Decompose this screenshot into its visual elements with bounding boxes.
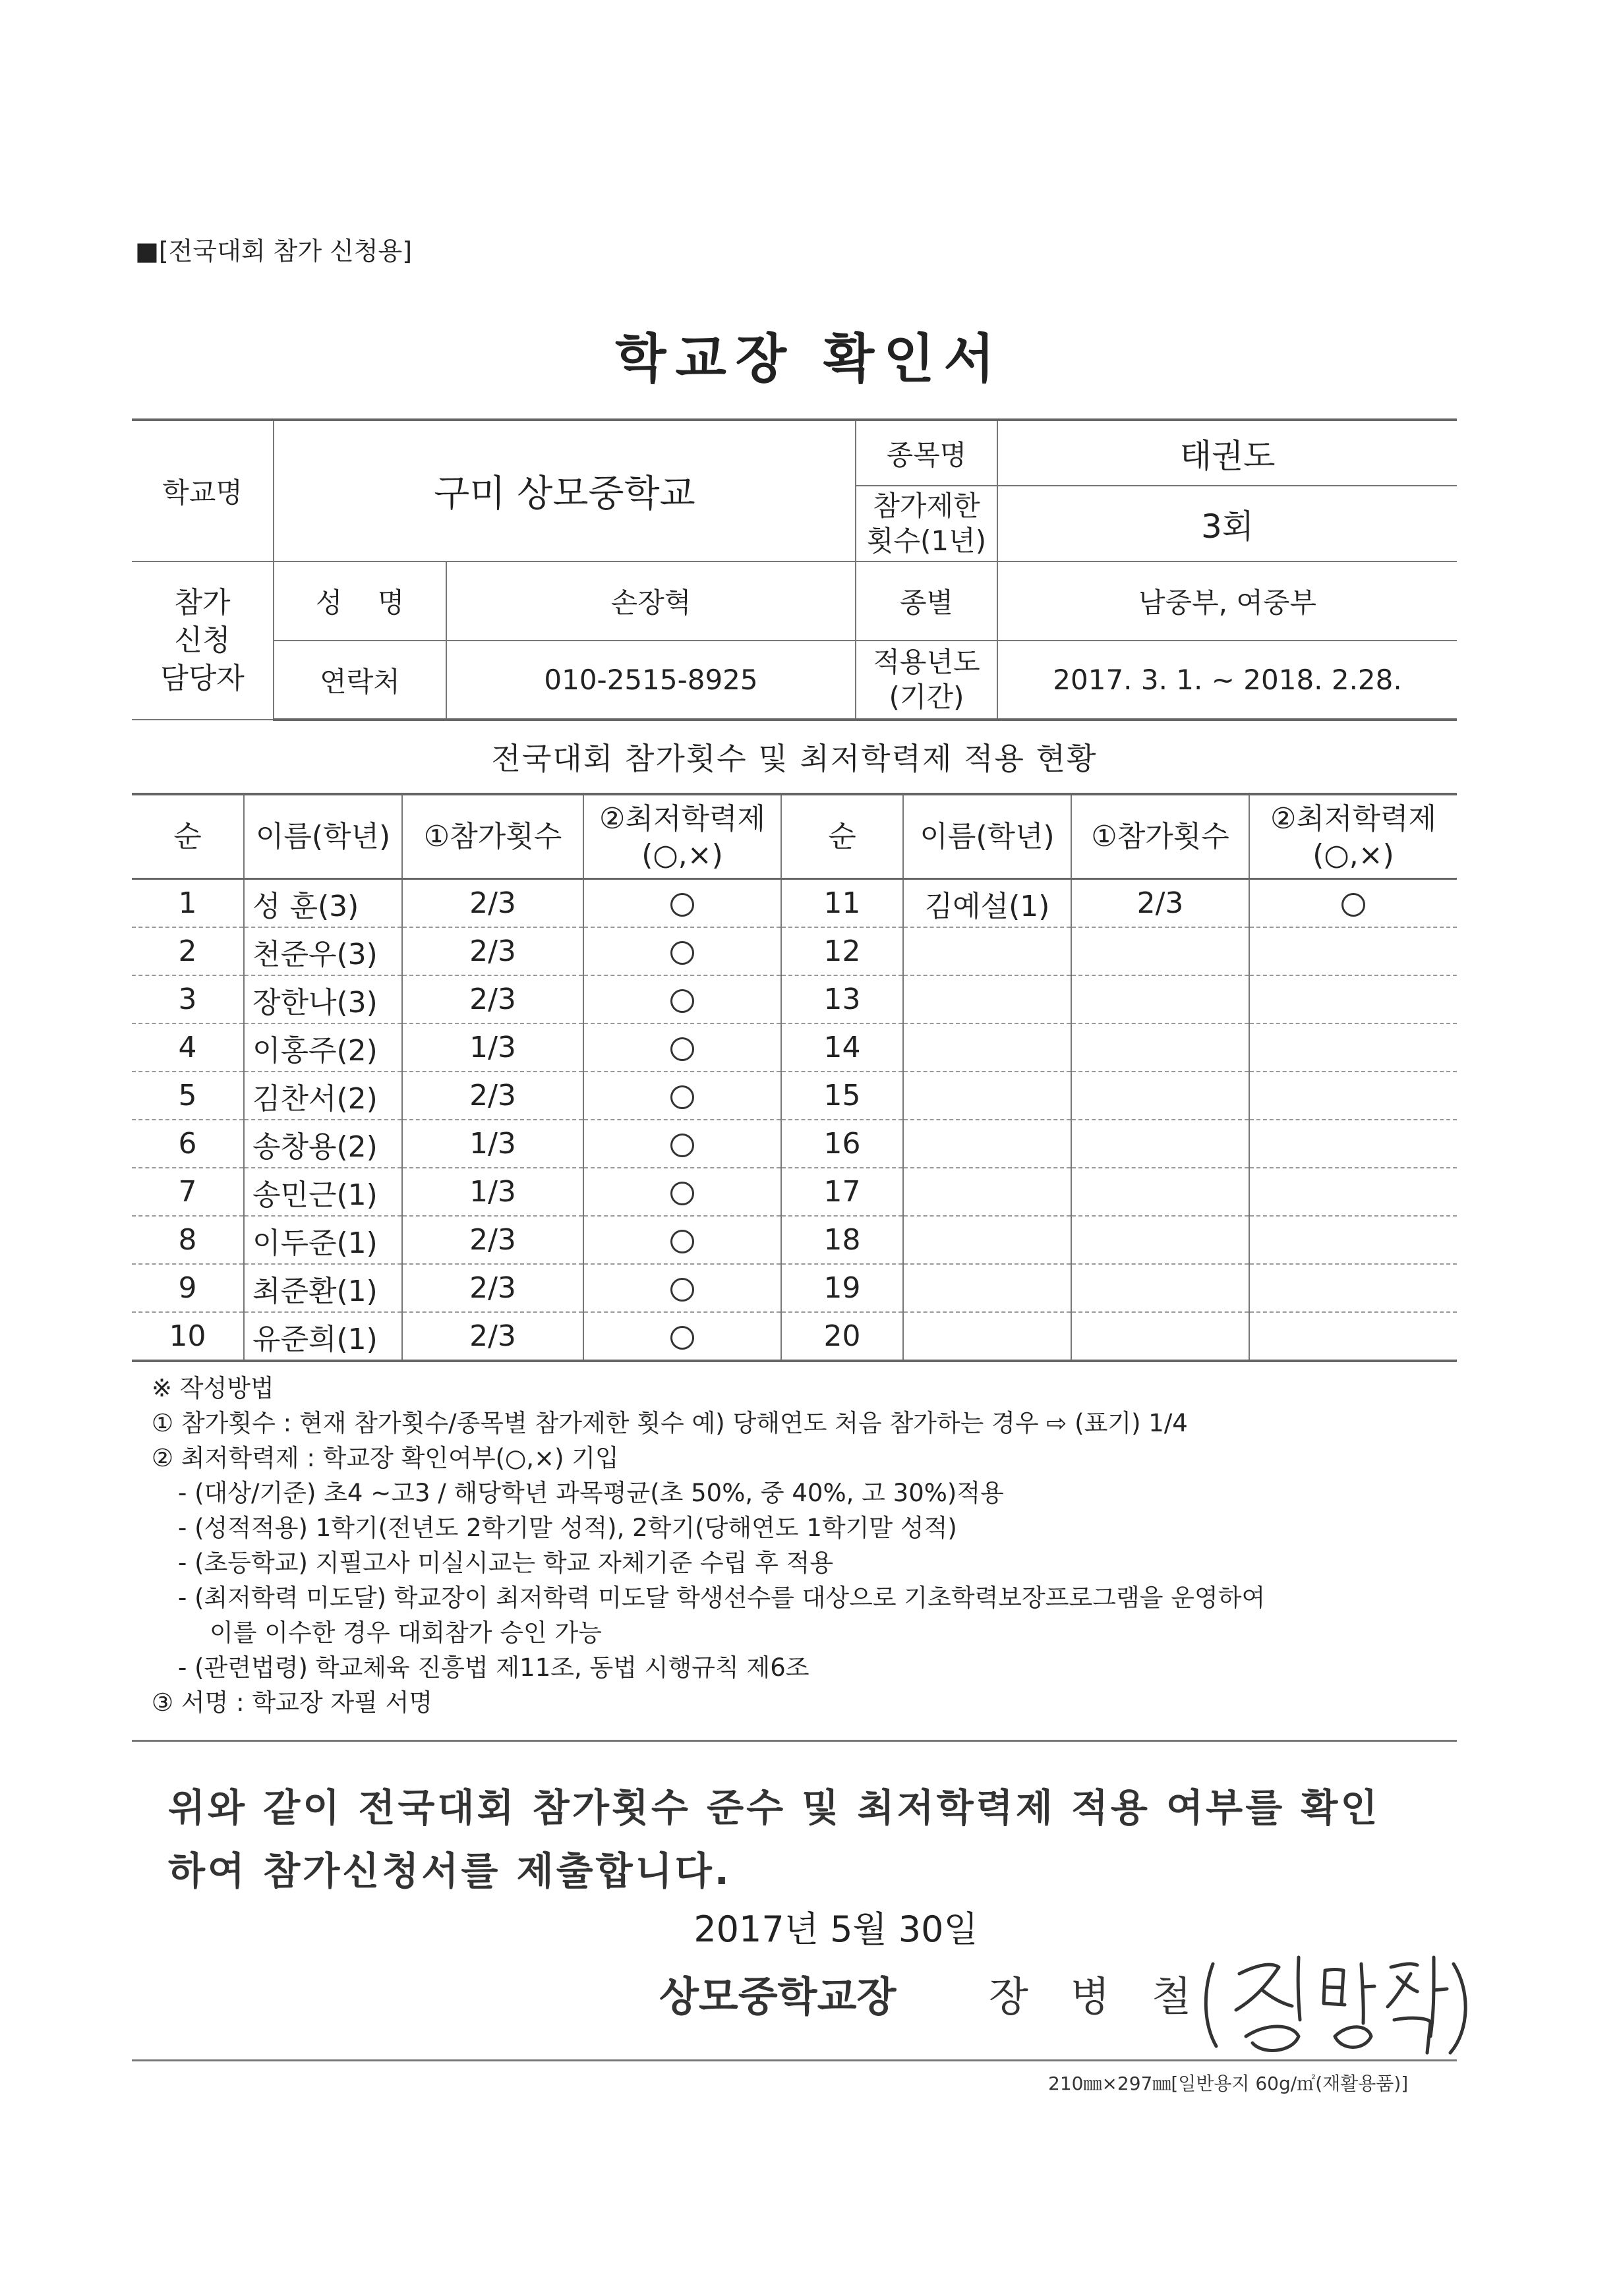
status-section-title: 전국대회 참가횟수 및 최저학력제 적용 현황 xyxy=(491,741,1098,776)
student-name: 김찬서(2) xyxy=(244,1072,402,1120)
row-number: 3 xyxy=(132,975,244,1023)
contact-name-label: 성 명 xyxy=(274,561,446,641)
divider xyxy=(132,1740,1457,1742)
signer-title: 상모중학교장 xyxy=(659,1972,897,2021)
table-row xyxy=(132,1312,1457,1361)
circle-mark-icon xyxy=(670,893,694,917)
row-number: 2 xyxy=(132,927,244,975)
header-academic-right: ②최저학력제 (○,×) xyxy=(1249,794,1457,879)
participation-count xyxy=(1071,1120,1249,1168)
statement-line: 하여 참가신청서를 제출합니다. xyxy=(168,1849,732,1893)
note-line: ② 최저학력제 : 학교장 확인여부(○,×) 기입 xyxy=(152,1444,619,1472)
table-row xyxy=(132,1023,1457,1072)
info-table xyxy=(132,418,1457,721)
academic-mark xyxy=(583,1072,781,1120)
row-number: 20 xyxy=(781,1312,903,1361)
row-number: 17 xyxy=(781,1168,903,1216)
participation-count xyxy=(1071,1072,1249,1120)
academic-mark xyxy=(1249,1168,1457,1216)
participation-count xyxy=(1071,975,1249,1023)
student-name: 성 훈(3) xyxy=(244,879,402,928)
student-name xyxy=(903,1264,1071,1312)
student-name: 최준환(1) xyxy=(244,1264,402,1312)
student-name: 장한나(3) xyxy=(244,975,402,1023)
participation-count: 2/3 xyxy=(402,1264,583,1312)
statement-line: 위와 같이 전국대회 참가횟수 준수 및 최저학력제 적용 여부를 확인 xyxy=(168,1785,1380,1830)
academic-mark xyxy=(1249,1023,1457,1072)
student-name xyxy=(903,1023,1071,1072)
note-line: - (대상/기준) 초4 ~고3 / 해당학년 과목평균(초 50%, 중 40%, 고 30%)적용 xyxy=(178,1479,1004,1507)
row-number: 9 xyxy=(132,1264,244,1312)
table-row xyxy=(132,927,1457,975)
row-number: 18 xyxy=(781,1216,903,1264)
academic-mark xyxy=(1249,1312,1457,1361)
period-value: 2017. 3. 1. ~ 2018. 2.28. xyxy=(997,641,1457,720)
status-table xyxy=(132,793,1457,1362)
student-name xyxy=(903,1312,1071,1361)
academic-mark xyxy=(583,975,781,1023)
limit-label: 참가제한 횟수(1년) xyxy=(856,486,997,561)
handwritten-signature xyxy=(1200,1937,1477,2063)
school-value: 구미 상모중학교 xyxy=(274,420,856,561)
participation-count xyxy=(1071,1216,1249,1264)
contact-phone-label: 연락처 xyxy=(274,641,446,720)
header-count-left: ①참가횟수 xyxy=(402,794,583,879)
participation-count: 1/3 xyxy=(402,1168,583,1216)
signer-name: 장 병 철 xyxy=(989,1972,1206,2021)
row-number: 8 xyxy=(132,1216,244,1264)
academic-mark xyxy=(583,927,781,975)
header-academic-left: ②최저학력제 (○,×) xyxy=(583,794,781,879)
table-row xyxy=(132,1072,1457,1120)
limit-value: 3회 xyxy=(997,486,1457,561)
participation-count xyxy=(1071,1312,1249,1361)
row-number: 14 xyxy=(781,1023,903,1072)
table-row xyxy=(132,975,1457,1023)
participation-count: 2/3 xyxy=(402,1312,583,1361)
row-number: 15 xyxy=(781,1072,903,1120)
student-name xyxy=(903,1168,1071,1216)
page-title: 학교장 확인서 xyxy=(615,328,1004,389)
participation-count: 2/3 xyxy=(402,879,583,928)
academic-mark xyxy=(583,1216,781,1264)
academic-mark xyxy=(1249,1216,1457,1264)
paper-spec-footer: 210㎜×297㎜[일반용지 60g/㎡(재활용품)] xyxy=(1048,2073,1409,2094)
contact-group-label: 참가 신청 담당자 xyxy=(132,561,274,720)
participation-count xyxy=(1071,1264,1249,1312)
note-line: - (관련법령) 학교체육 진흥법 제11조, 동법 시행규칙 제6조 xyxy=(178,1653,810,1682)
row-number: 7 xyxy=(132,1168,244,1216)
form-type-tag: ■[전국대회 참가 신청용] xyxy=(135,237,413,266)
participation-count xyxy=(1071,927,1249,975)
row-number: 10 xyxy=(132,1312,244,1361)
division-value: 남중부, 여중부 xyxy=(997,561,1457,641)
circle-mark-icon xyxy=(670,1326,694,1350)
circle-mark-icon xyxy=(670,941,694,965)
note-line: - (최저학력 미도달) 학교장이 최저학력 미도달 학생선수를 대상으로 기초학력보장프로그램을 운영하여 xyxy=(178,1584,1266,1612)
note-line: 이를 이수한 경우 대회참가 승인 가능 xyxy=(210,1619,602,1647)
notes-heading: ※ 작성방법 xyxy=(152,1374,274,1402)
header-count-right: ①참가횟수 xyxy=(1071,794,1249,879)
circle-mark-icon xyxy=(670,1037,694,1061)
header-name-right: 이름(학년) xyxy=(903,794,1071,879)
academic-mark xyxy=(1249,1072,1457,1120)
instructions xyxy=(152,1371,1265,1720)
circle-mark-icon xyxy=(670,1278,694,1302)
school-label: 학교명 xyxy=(132,420,274,561)
row-number: 13 xyxy=(781,975,903,1023)
divider xyxy=(132,2059,1457,2061)
row-number: 16 xyxy=(781,1120,903,1168)
circle-mark-icon xyxy=(670,1085,694,1109)
row-number: 5 xyxy=(132,1072,244,1120)
student-name: 이홍주(2) xyxy=(244,1023,402,1072)
document-date: 2017년 5월 30일 xyxy=(693,1909,978,1950)
participation-count: 2/3 xyxy=(1071,879,1249,928)
student-name: 김예설(1) xyxy=(903,879,1071,928)
participation-count: 2/3 xyxy=(402,975,583,1023)
note-line: - (성적적용) 1학기(전년도 2학기말 성적), 2학기(당해연도 1학기말 성적) xyxy=(178,1514,957,1542)
row-number: 6 xyxy=(132,1120,244,1168)
participation-count xyxy=(1071,1168,1249,1216)
note-line: ① 참가횟수 : 현재 참가횟수/종목별 참가제한 횟수 예) 당해연도 처음 참가하는 경우 ⇨ (표기) 1/4 xyxy=(152,1409,1188,1437)
student-name: 천준우(3) xyxy=(244,927,402,975)
event-label: 종목명 xyxy=(856,420,997,486)
contact-phone-value: 010-2515-8925 xyxy=(446,641,856,720)
division-label: 종별 xyxy=(856,561,997,641)
participation-count: 2/3 xyxy=(402,1072,583,1120)
academic-mark xyxy=(583,1120,781,1168)
student-name xyxy=(903,1216,1071,1264)
student-name: 송창용(2) xyxy=(244,1120,402,1168)
student-name: 송민근(1) xyxy=(244,1168,402,1216)
student-name xyxy=(903,1072,1071,1120)
table-row xyxy=(132,879,1457,928)
academic-mark xyxy=(1249,975,1457,1023)
student-name xyxy=(903,1120,1071,1168)
period-label: 적용년도 (기간) xyxy=(856,641,997,720)
circle-mark-icon xyxy=(670,1230,694,1253)
table-row xyxy=(132,1216,1457,1264)
academic-mark xyxy=(583,879,781,928)
student-name: 이두준(1) xyxy=(244,1216,402,1264)
circle-mark-icon xyxy=(670,989,694,1013)
student-name xyxy=(903,975,1071,1023)
academic-mark xyxy=(583,1264,781,1312)
academic-mark xyxy=(583,1168,781,1216)
participation-count xyxy=(1071,1023,1249,1072)
academic-mark xyxy=(583,1312,781,1361)
circle-mark-icon xyxy=(1341,893,1365,917)
table-row xyxy=(132,1120,1457,1168)
circle-mark-icon xyxy=(670,1134,694,1157)
note-line: ③ 서명 : 학교장 자필 서명 xyxy=(152,1688,433,1717)
participation-count: 2/3 xyxy=(402,1216,583,1264)
academic-mark xyxy=(1249,879,1457,928)
row-number: 4 xyxy=(132,1023,244,1072)
row-number: 11 xyxy=(781,879,903,928)
academic-mark xyxy=(583,1023,781,1072)
header-no-right: 순 xyxy=(781,794,903,879)
student-name: 유준희(1) xyxy=(244,1312,402,1361)
row-number: 12 xyxy=(781,927,903,975)
participation-count: 1/3 xyxy=(402,1023,583,1072)
event-value: 태권도 xyxy=(997,420,1457,486)
academic-mark xyxy=(1249,1120,1457,1168)
row-number: 1 xyxy=(132,879,244,928)
header-no-left: 순 xyxy=(132,794,244,879)
academic-mark xyxy=(1249,1264,1457,1312)
note-line: - (초등학교) 지필고사 미실시교는 학교 자체기준 수립 후 적용 xyxy=(178,1549,834,1577)
participation-count: 2/3 xyxy=(402,927,583,975)
table-row xyxy=(132,1168,1457,1216)
header-name-left: 이름(학년) xyxy=(244,794,402,879)
academic-mark xyxy=(1249,927,1457,975)
confirmation-statement xyxy=(168,1776,1380,1903)
circle-mark-icon xyxy=(670,1182,694,1205)
table-row xyxy=(132,1264,1457,1312)
student-name xyxy=(903,927,1071,975)
participation-count: 1/3 xyxy=(402,1120,583,1168)
contact-name-value: 손장혁 xyxy=(446,561,856,641)
row-number: 19 xyxy=(781,1264,903,1312)
